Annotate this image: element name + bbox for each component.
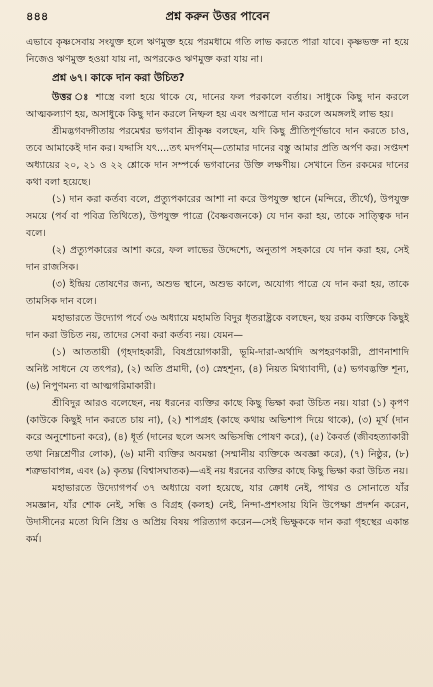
question-text: কাকে দান করা উচিত?: [90, 72, 185, 84]
running-title: প্রশ্ন করুন উত্তর পাবেন: [165, 9, 270, 23]
tamasik-item: (৩) ইন্দ্রিয় তোষণের জন্য, অশুভ স্থানে, অশুভ কালে, অযোগ্য পাত্রে যে দান করা হয়, তাকে তামসিক দান বলে।: [26, 279, 409, 307]
answer-label: উত্তর ঃ: [52, 92, 91, 103]
intro-paragraph: এভাবে কৃষ্ণসেবায় সংযুক্ত হলে ঋণমুক্ত হয়ে পরমধামে গতি লাভ করতে পারা যাবে। কৃষ্ণভক্ত না হয়ে নিজেও ঋণমুক্ত হওয়া যায় না, অপরকেও ঋণমুক্ত করা যায় না।: [26, 37, 409, 65]
page-number: ৪৪৪: [26, 9, 49, 23]
vidura-six-list: (১) আততায়ী (গৃহদাহকারী, বিষপ্রয়োগকারী, ভূমি-দারা-অর্থাদি অপহরণকারী, প্রাণনাশাদি অনিষ্ট সাধনে যে তৎপর), (২) অতি প্রমাদী, (৩) স্নেহশূন্য, (৪) নিয়ত মিথ্যাবাদী, (৫) ভগবদ্ভক্তি শূন্য, (৬) নিপুণমন্য বা আত্মগরিমাকারী।: [26, 347, 409, 392]
question-heading: [52, 71, 409, 88]
answer-text: শাস্ত্রে বলা হয়ে থাকে যে, দানের ফল পরকালে বর্তায়। সাধুকে কিছু দান করলে আত্মকল্যাণ হয়, অসাধুকে কিছু দান করলে নিষ্ফল হয় এবং অপাত্রে দান করলে অমঙ্গলই লাভ হয়।: [26, 92, 409, 120]
vidura-nine-paragraph: শ্রীবিদুর আরও বলেছেন, নয় ধরনের ব্যক্তির কাছে কিছু ভিক্ষা করা উচিত নয়। যারা (১) কৃপণ (কাউকে কিছুই দান করতে চায় না), (২) শাপগ্রহ (কাছে কথায় অভিশাপ দিয়ে থাকে), (৩) মূর্খ (দান করে অনুশোচনা করে), (৪) ধূর্ত (দানের ছলে অসৎ অভিসন্ধি পোষণ করে), (৫) কৈবর্ত (জীবহত্যাকারী তথা নিম্নশ্রেণীর লোক), (৬) মানী ব্যক্তির অবমন্তা (সম্মানীয় ব্যক্তিকে অবজ্ঞা করে), (৭) নিষ্ঠুর, (৮) শত্রুভাবাপন্ন, এবং (৯) কৃতঘ্ন (বিশ্বাসঘাতক)—এই নয় ধরনের ব্যক্তির কাছে কিছু ভিক্ষা করা উচিত নয়।: [26, 398, 409, 477]
sattvik-item: (১) দান করা কর্তব্য বলে, প্রত্যুপকারের আশা না করে উপযুক্ত স্থানে (মন্দিরে, তীর্থে), উপযুক্ত সময়ে (পর্ব বা পবিত্র তিথিতে), উপযুক্ত পাত্রে (বৈষ্ণবজনকে) যে দান করা হয়, তাকে সাত্ত্বিক দান বলে।: [26, 194, 409, 239]
vidura-intro-paragraph: মহাভারতে উদ্যোগ পর্বে ৩৬ অধ্যায়ে মহামতি বিদুর ধৃতরাষ্ট্রকে বলছেন, ছয় রকম ব্যক্তিকে কিছুই দান করা উচিত নয়, তাদের সেবা করা কর্তব্য নয়। যেমন—: [26, 313, 409, 341]
question-label: প্রশ্ন ৬৭।: [52, 72, 88, 84]
page-header: [26, 8, 409, 26]
gita-paragraph: শ্রীমদ্ভগবদ্গীতায় পরমেশ্বর ভগবান শ্রীকৃষ্ণ বলছেন, যদি কিছু প্রীতিপূর্ণভাবে দান করতে চাও, তবে আমাকেই দান কর। যদ্দাসি যৎ....তৎ মদর্পণম্—তোমার দানের বস্তু আমার প্রতি অর্পণ কর। সপ্তদশ অধ্যায়ের ২০, ২১ ও ২২ শ্লোকে দান সম্পর্কে ভগবানের উক্তি লক্ষণীয়। সেখানে তিন রকমের দানের কথা বলা হয়েছে।: [26, 126, 409, 188]
answer-paragraph: [26, 89, 409, 123]
rajasik-item: (২) প্রত্যুপকারের আশা করে, ফল লাভের উদ্দেশ্যে, অনুতাপ সহকারে যে দান করা হয়, সেই দান রাজসিক।: [26, 245, 409, 273]
closing-paragraph: মহাভারতে উদ্যোগপর্ব ৩৭ অধ্যায়ে বলা হয়েছে, যার ক্রোধ নেই, পাথর ও সোনাতে যাঁর সমজ্ঞান, যাঁর শোক নেই, সন্ধি ও বিগ্রহ (কলহ) নেই, নিন্দা-প্রশংসায় যিনি উপেক্ষা প্রদর্শন করেন, উদাসীনের মতো যিনি প্রিয় ও অপ্রিয় বিষয় পরিত্যাগ করেন—সেই ভিক্ষুককে দান করা গৃহস্থের একান্ত কর্ম।: [26, 483, 409, 545]
